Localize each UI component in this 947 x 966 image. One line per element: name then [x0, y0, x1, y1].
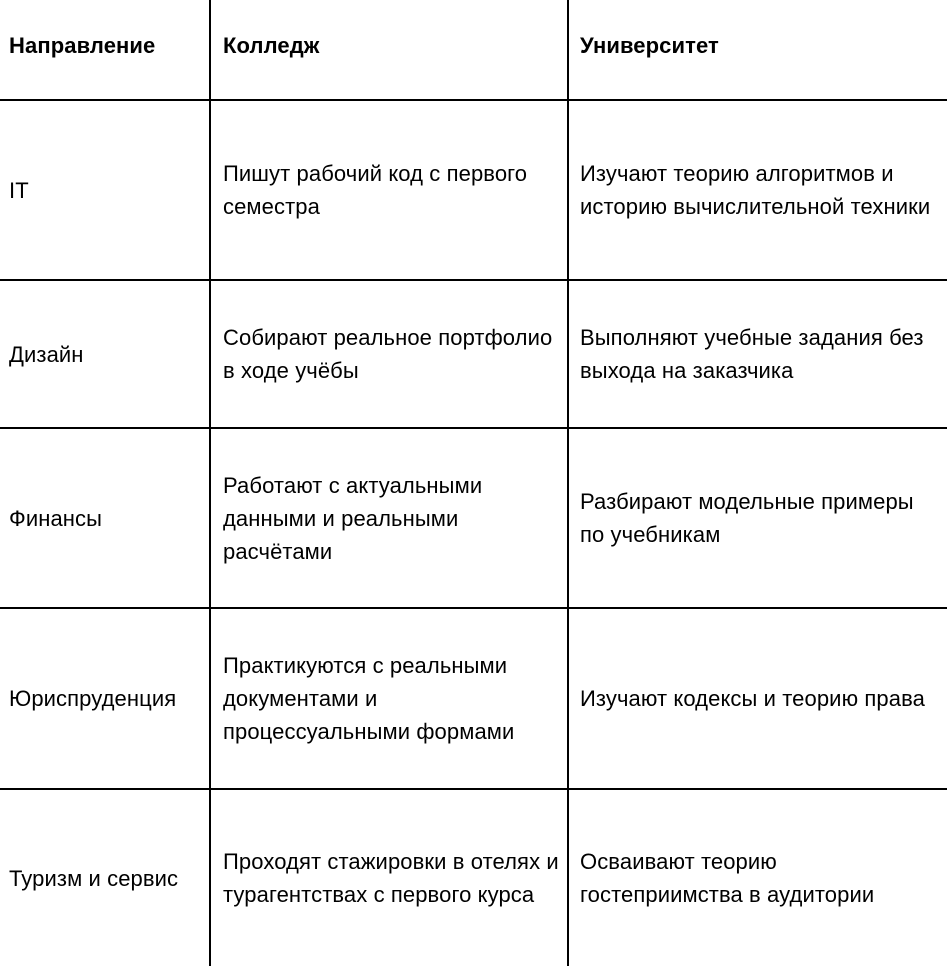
header-university: Университет	[569, 0, 947, 101]
table-cell-university: Осваивают теорию гостеприимства в аудитории	[580, 849, 875, 907]
header-direction: Направление	[0, 0, 211, 101]
table-cell-college: Практикуются с реальными документами и процессуальными формами	[211, 609, 569, 790]
table-cell-college: Работают с актуальными данными и реальными расчётами	[211, 429, 569, 609]
table-cell-direction: IT	[0, 101, 211, 281]
table-cell-university: Изучают кодексы и теорию права	[569, 609, 947, 790]
table-cell-college: Проходят стажировки в отелях и турагентствах с первого курса	[211, 790, 569, 966]
table-cell-direction: Дизайн	[0, 281, 211, 429]
table-cell-university: Изучают теорию алгоритмов и историю вычислительной техники	[569, 101, 947, 281]
table-cell-direction: Финансы	[0, 429, 211, 609]
table-cell-college: Пишут рабочий код с первого семестра	[211, 101, 569, 281]
header-college: Колледж	[211, 0, 569, 101]
table-cell-university: Выполняют учебные задания без выхода на заказчика	[569, 281, 947, 429]
table-cell-direction: Юриспруденция	[0, 609, 211, 790]
table-cell-college: Собирают реальное портфолио в ходе учёбы	[211, 281, 569, 429]
table-cell-direction: Туризм и сервис	[0, 790, 211, 966]
table-cell-university: Разбирают модельные примеры по учебникам	[569, 429, 947, 609]
